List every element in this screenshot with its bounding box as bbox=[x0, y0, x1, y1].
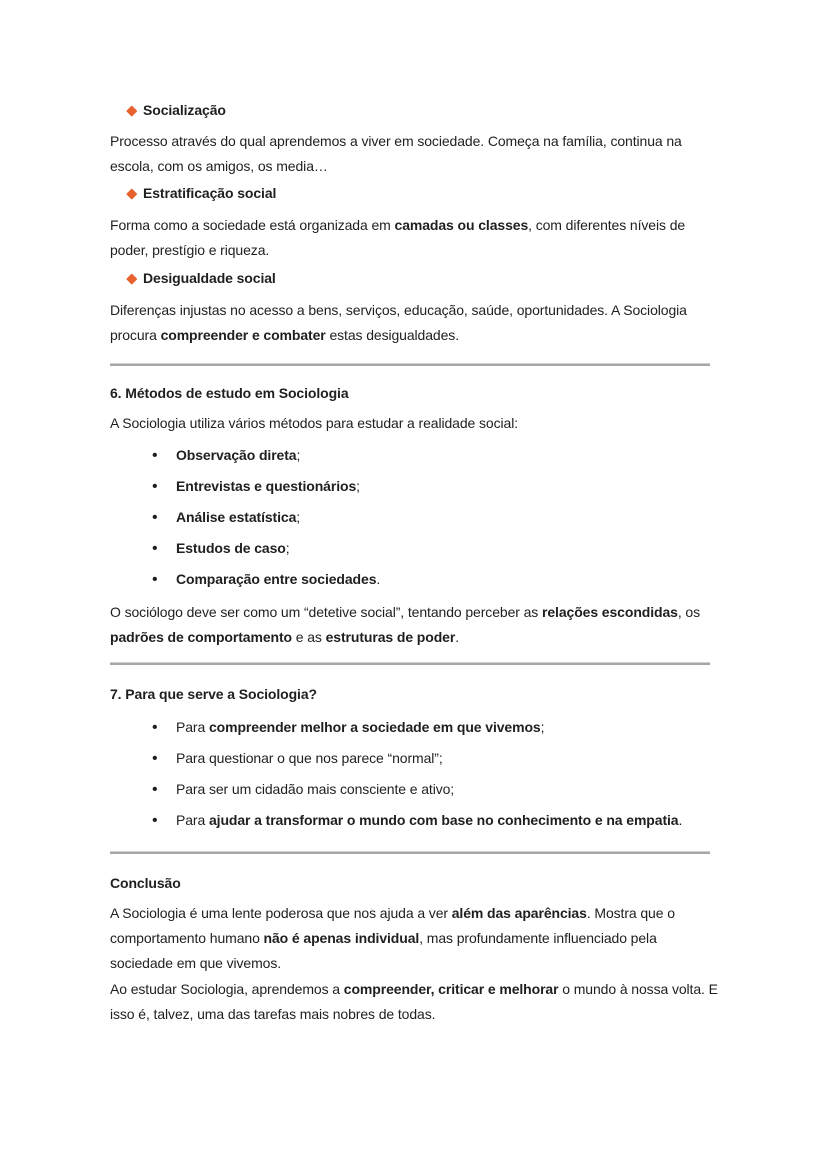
diamond-bullet-icon bbox=[126, 188, 137, 199]
concept-heading-socializacao bbox=[110, 98, 722, 123]
horizontal-rule bbox=[110, 363, 710, 366]
list-item: • Para ajudar a transformar o mundo com base no conhecimento e na empatia. bbox=[110, 808, 722, 833]
horizontal-rule bbox=[110, 662, 710, 665]
section6-intro: A Sociologia utiliza vários métodos para estudar a realidade social: bbox=[110, 415, 518, 431]
concept-title: Estratificação social bbox=[143, 185, 277, 201]
section6-methods-list bbox=[110, 443, 722, 598]
list-item: • Análise estatística; bbox=[110, 505, 722, 530]
list-item: • Para ser um cidadão mais consciente e ativo; bbox=[110, 777, 722, 802]
section6-heading: 6. Métodos de estudo em Sociologia bbox=[110, 385, 349, 401]
concept-title: Desigualdade social bbox=[143, 270, 276, 286]
concept-text-socializacao: Processo através do qual aprendemos a viver em sociedade. Começa na família, continua na escola, com os amigos, os media… bbox=[110, 133, 682, 174]
section7-items-list bbox=[110, 715, 722, 839]
conclusion-paragraph-1: A Sociologia é uma lente poderosa que nos ajuda a ver além das aparências. Mostra que o comportamento humano não é apenas individual, mas profundamente influenciado pela sociedade em que vivemos. bbox=[110, 905, 675, 971]
section6-note: O sociólogo deve ser como um “detetive social”, tentando perceber as relações escondidas, os padrões de comportamento e as estruturas de poder. bbox=[110, 604, 701, 645]
conclusion-heading: Conclusão bbox=[110, 875, 181, 891]
list-item: • Comparação entre sociedades. bbox=[110, 567, 722, 592]
diamond-bullet-icon bbox=[126, 273, 137, 284]
list-item: • Entrevistas e questionários; bbox=[110, 474, 722, 499]
section7-heading: 7. Para que serve a Sociologia? bbox=[110, 686, 317, 702]
concept-heading-desigualdade bbox=[110, 266, 722, 291]
list-item: • Para compreender melhor a sociedade em que vivemos; bbox=[110, 715, 722, 740]
concept-heading-estratificacao bbox=[110, 181, 722, 206]
concept-text-desigualdade: Diferenças injustas no acesso a bens, serviços, educação, saúde, oportunidades. A Sociologia procura compreender e combater estas desigualdades. bbox=[110, 302, 687, 343]
conclusion-paragraph-2: Ao estudar Sociologia, aprendemos a compreender, criticar e melhorar o mundo à nossa volta. E isso é, talvez, uma das tarefas mais nobres de todas. bbox=[110, 981, 718, 1022]
concept-title: Socialização bbox=[143, 102, 226, 118]
diamond-bullet-icon bbox=[126, 105, 137, 116]
horizontal-rule bbox=[110, 851, 710, 854]
concept-text-estratificacao: Forma como a sociedade está organizada em camadas ou classes, com diferentes níveis de poder, prestígio e riqueza. bbox=[110, 217, 686, 258]
list-item: • Observação direta; bbox=[110, 443, 722, 468]
list-item: • Para questionar o que nos parece “normal”; bbox=[110, 746, 722, 771]
list-item: • Estudos de caso; bbox=[110, 536, 722, 561]
